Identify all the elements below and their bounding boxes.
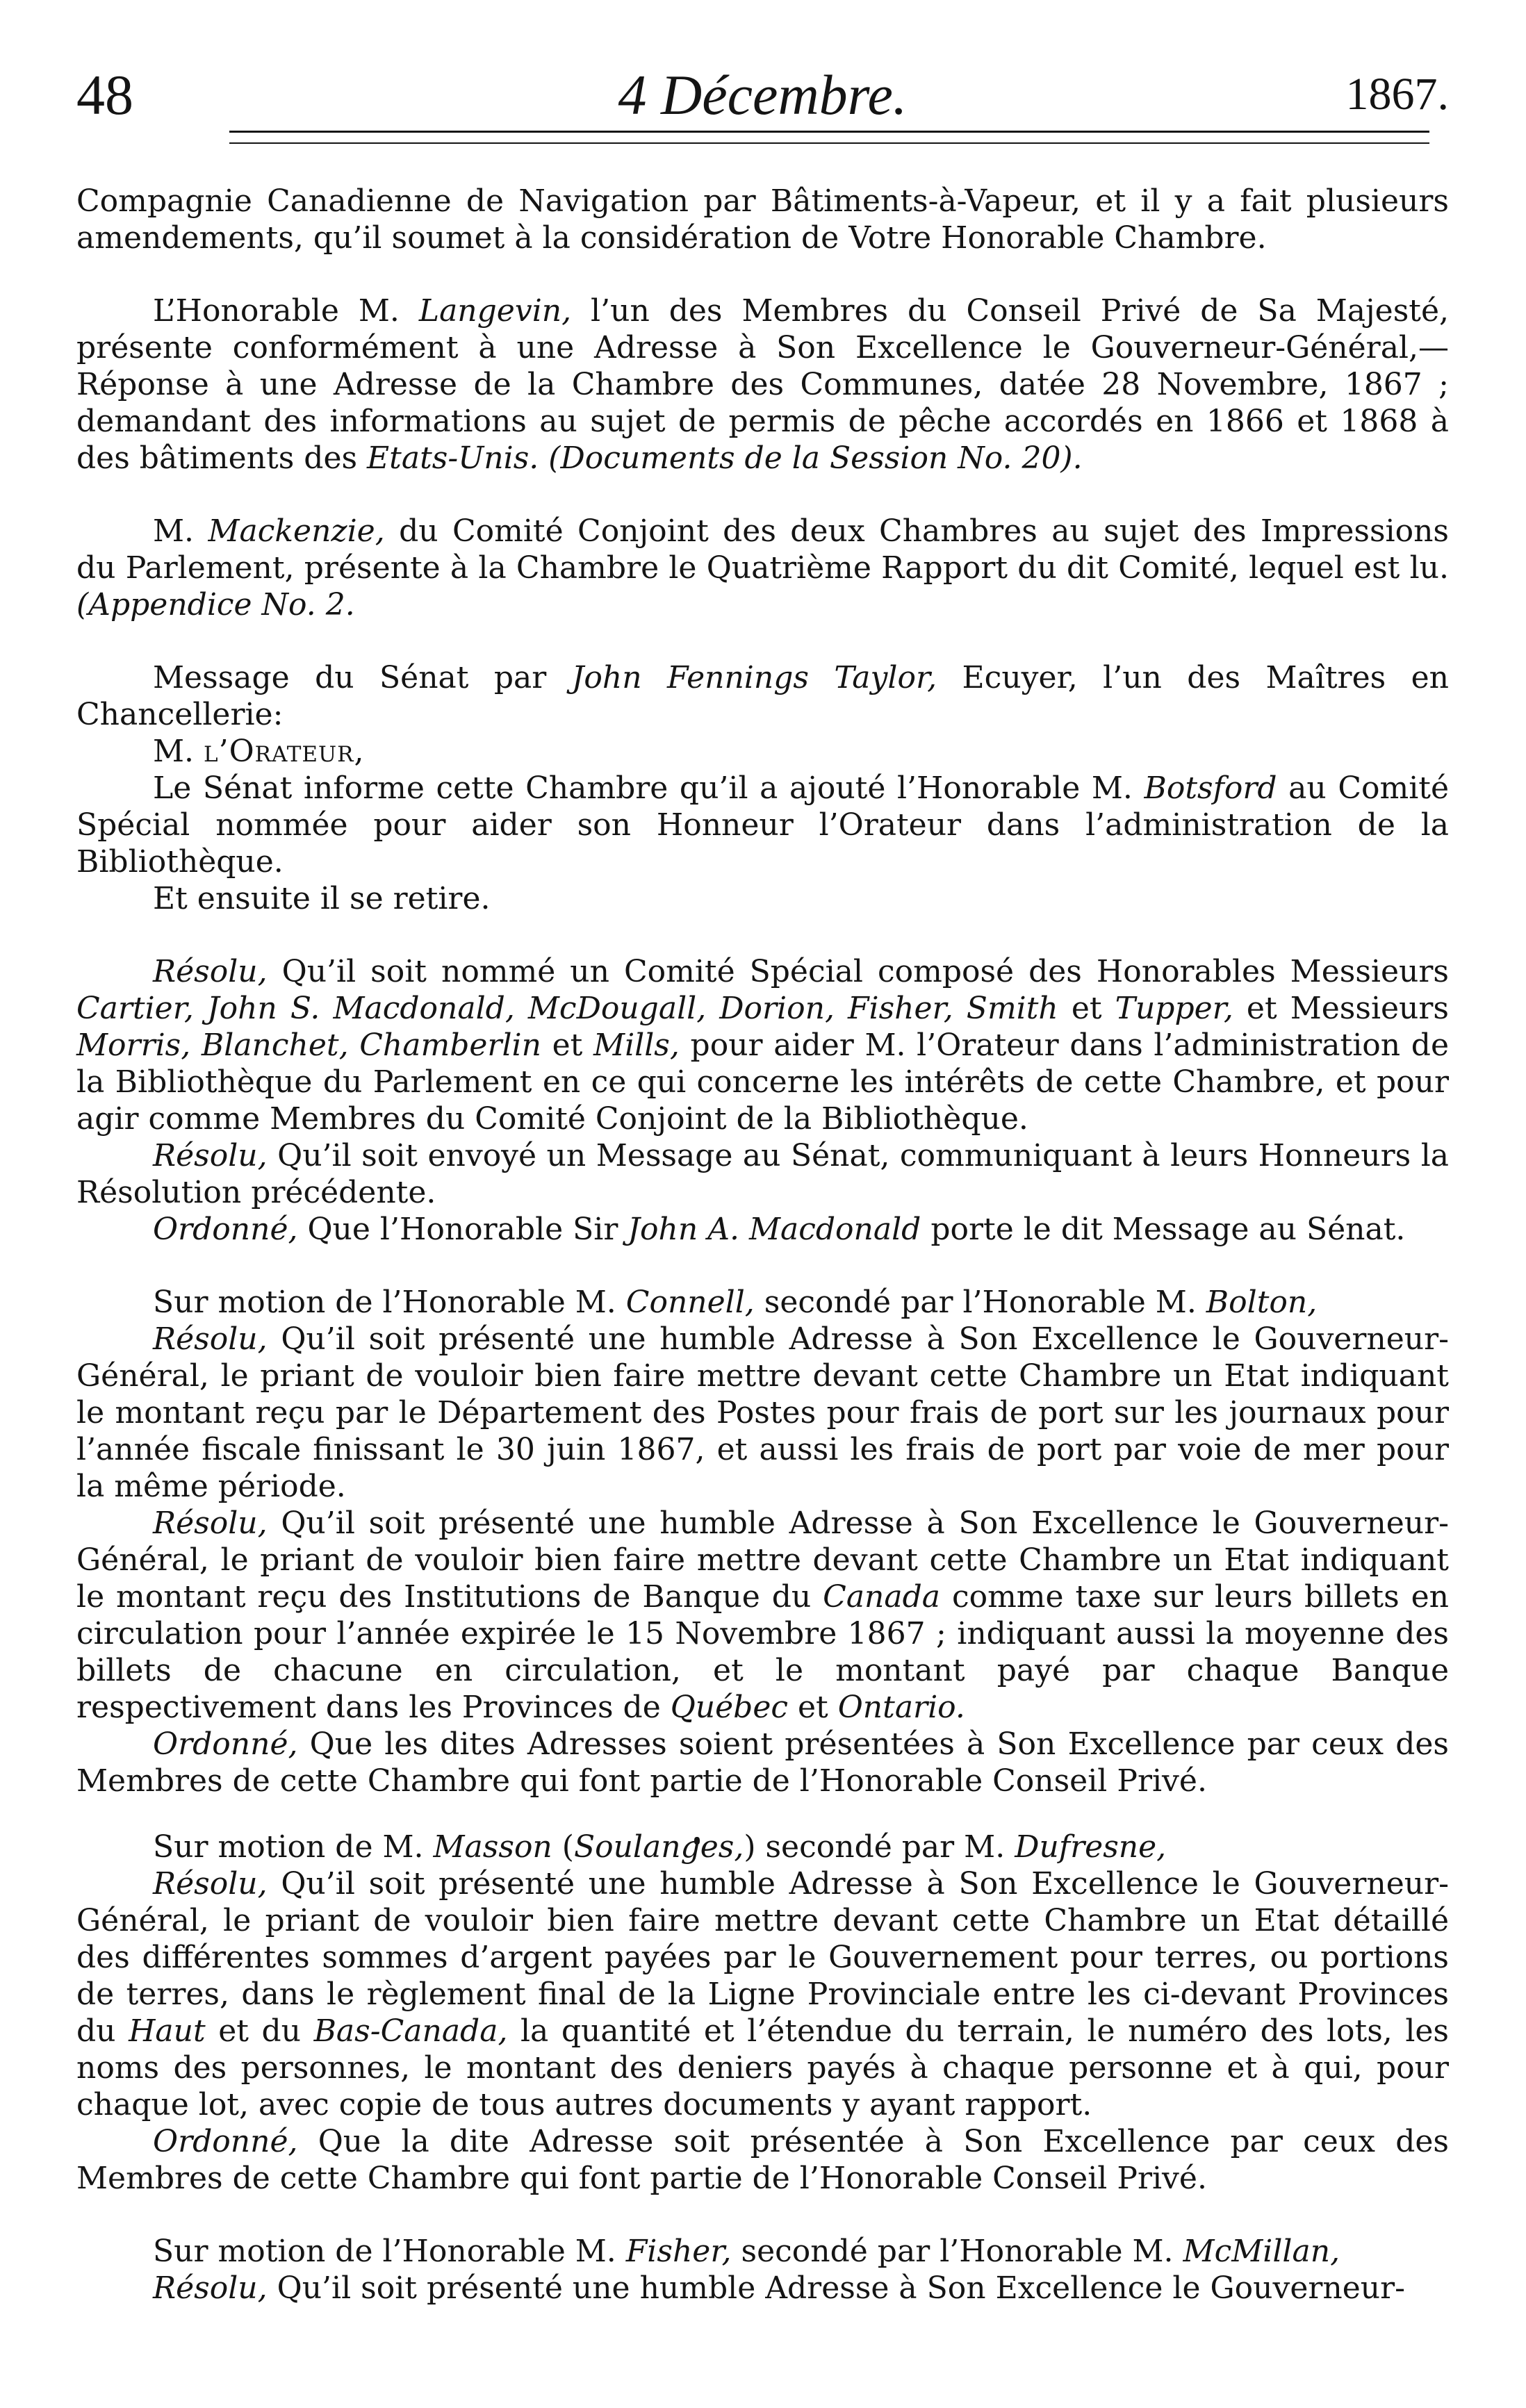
text-run: [539, 440, 548, 476]
text-run: Résolu,: [153, 1321, 268, 1357]
text-run: L’Honorable M.: [153, 293, 419, 329]
text-run: Résolu,: [153, 1866, 268, 1902]
page-year: 1867.: [1345, 69, 1449, 119]
text-run: John Fennings Taylor,: [571, 660, 937, 695]
text-run: ) secondé par M.: [744, 1829, 1015, 1865]
page-date: 4 Décembre.: [618, 63, 908, 126]
text-run: du Comité Conjoint des deux Chambres au sujet des Impressions du Parlement, présente à la Chambre le Quatrième Rapport du dit Comité, lequel est lu.: [76, 513, 1450, 586]
text-run: Résolu,: [153, 1138, 268, 1173]
text-run: et: [788, 1690, 838, 1725]
text-run: et du: [205, 2013, 314, 2049]
text-run: Connell,: [625, 1285, 755, 1320]
text-run: comme taxe sur leurs billets en circulation pour l’année expirée le 15 Novembre 1867 ; indiquant aussi la moyenne des billets de chacune en circulation, et le montant payé par chaque Banque respectivement dans les Provinces de: [76, 1579, 1449, 1725]
text-run: John A. Macdonald: [627, 1212, 921, 1247]
text-run: Résolu,: [153, 2270, 268, 2306]
text-run: Et ensuite il se retire.: [153, 881, 491, 916]
text-run: Morris, Blanchet, Chamberlin: [76, 1028, 541, 1063]
paragraph: [76, 659, 1449, 733]
text-run: Compagnie Canadienne de Navigation par Bâtiments-à-Vapeur, et il y a fait plusieurs amendements, qu’il soumet à la considération de Votre Honorable Chambre.: [76, 183, 1449, 256]
text-run: Haut: [129, 2013, 206, 2049]
text-run: l’un des Membres du Conseil Privé de Sa Majesté, présente conformément à une Adresse à Son Excellence le Gouverneur-Général,—Réponse à une Adresse de la Chambre des Communes, datée 28 Novembre, 1867 ; demandant des informations au sujet de permis de pêche accordés en 1866 et 1868 à des bâtiments des: [76, 293, 1450, 476]
text-run: Message du Sénat par: [153, 660, 572, 695]
text-run: M.: [153, 734, 204, 769]
text-run: (: [552, 1829, 574, 1865]
text-run: Bas-Canada,: [313, 2013, 508, 2049]
paragraph: [76, 770, 1449, 880]
stray-mark: [76, 1816, 1449, 1826]
text-run: Sur motion de M.: [153, 1829, 434, 1865]
text-run: Ordonné,: [153, 1726, 298, 1762]
text-run: Mackenzie,: [208, 513, 385, 549]
text-run: Ontario.: [837, 1690, 965, 1725]
text-run: Que l’Honorable Sir: [297, 1212, 628, 1247]
text-run: Langevin,: [418, 293, 572, 329]
text-run: Résolu,: [153, 954, 268, 989]
text-run: Soulanges,: [573, 1829, 744, 1865]
text-run: Qu’il soit présenté une humble Adresse à Son Excellence le Gouverneur-Général, le priant de vouloir bien faire mettre devant cette Chambre un Etat détaillé des différentes sommes d’argent payées par le Gouvernement pour terres, ou portions de terres, dans le règlement final de la Ligne Provinciale entre les ci-devant Provinces du: [76, 1866, 1449, 2049]
text-run: Masson: [433, 1829, 552, 1865]
paragraph: [76, 2270, 1449, 2307]
text-run: Qu’il soit présenté une humble Adresse à Son Excellence le Gouverneur-Général, le priant de vouloir bien faire mettre devant cette Chambre un Etat indiquant le montant reçu par le Département des Postes pour frais de port sur les journaux pour l’année fiscale finissant le 30 juin 1867, et aussi les frais de port par voie de mer pour la même période.: [76, 1321, 1449, 1504]
text-run: au Comité Spécial nommée pour aider son Honneur l’Orateur dans l’administration de la Bibliothèque.: [76, 770, 1450, 880]
text-run: Qu’il soit présenté une humble Adresse à Son Excellence le Gouverneur-Général, le priant de vouloir bien faire mettre devant cette Chambre un Etat indiquant le montant reçu des Institutions de Banque du: [76, 1506, 1449, 1615]
text-run: (Appendice No. 2.: [76, 587, 355, 622]
text-run: Le Sénat informe cette Chambre qu’il a ajouté l’Honorable M.: [153, 770, 1144, 806]
text-run: Bolton,: [1206, 1285, 1318, 1320]
text-run: Etats-Unis.: [367, 440, 539, 476]
text-run: Que les dites Adresses soient présentées à Son Excellence par ceux des Membres de cette Chambre qui font partie de l’Honorable Conseil Privé.: [76, 1726, 1449, 1799]
text-run: Ordonné,: [153, 1212, 298, 1247]
text-run: Cartier, John S. Macdonald, McDougall, Dorion, Fisher, Smith: [76, 991, 1058, 1026]
text-run: Tupper,: [1115, 991, 1233, 1026]
document-body: [76, 183, 1449, 2307]
header-rule: [229, 131, 1429, 144]
text-run: Ordonné,: [153, 2124, 298, 2159]
text-run: secondé par l’Honorable M.: [731, 2234, 1183, 2269]
paragraph: [76, 880, 1449, 917]
paragraph: [76, 1505, 1449, 1726]
text-run: (Documents de la Session No. 20).: [548, 440, 1083, 476]
paragraph: [76, 2233, 1449, 2270]
text-run: Qu’il soit présenté une humble Adresse à Son Excellence le Gouverneur-: [267, 2270, 1406, 2306]
text-run: l’Orateur,: [204, 734, 365, 769]
text-run: Qu’il soit nommé un Comité Spécial composé des Honorables Messieurs: [267, 954, 1449, 989]
text-run: Mills,: [593, 1028, 680, 1063]
paragraph: [76, 1829, 1449, 1865]
text-run: Canada: [823, 1579, 941, 1615]
text-run: secondé par l’Honorable M.: [754, 1285, 1206, 1320]
text-run: la quantité et l’étendue du terrain, le numéro des lots, les noms des personnes, le montant des deniers payés à chaque personne et à qui, pour chaque lot, avec copie de tous autres documents y ayant rapport.: [76, 2013, 1450, 2122]
paragraph: [76, 292, 1449, 477]
text-run: Sur motion de l’Honorable M.: [153, 2234, 626, 2269]
text-run: M.: [153, 513, 208, 549]
paragraph: [76, 513, 1449, 623]
text-run: pour aider M. l’Orateur dans l’administration de la Bibliothèque du Parlement en ce qui concerne les intérêts de cette Chambre, et pour agir comme Membres du Comité Conjoint de la Bibliothèque.: [76, 1028, 1449, 1137]
document-page: [76, 49, 1449, 2307]
text-run: Sur motion de l’Honorable M.: [153, 1285, 626, 1320]
text-run: et: [541, 1028, 594, 1063]
paragraph: [76, 1865, 1449, 2123]
text-run: Que la dite Adresse soit présentée à Son Excellence par ceux des Membres de cette Chambre qui font partie de l’Honorable Conseil Privé.: [76, 2124, 1449, 2196]
text-run: Qu’il soit envoyé un Message au Sénat, communiquant à leurs Honneurs la Résolution précédente.: [76, 1138, 1449, 1210]
text-run: et Messieurs: [1233, 991, 1450, 1026]
page-number: 48: [76, 63, 133, 126]
paragraph: [76, 1726, 1449, 1799]
text-run: Botsford: [1144, 770, 1277, 806]
paragraph: [76, 1137, 1449, 1211]
paragraph: [76, 183, 1449, 256]
paragraph: [76, 2123, 1449, 2197]
text-run: Québec: [670, 1690, 789, 1725]
text-run: Ecuyer, l’un des Maîtres en Chancellerie:: [76, 660, 1449, 732]
paragraph: [76, 1284, 1449, 1321]
text-run: Résolu,: [153, 1506, 268, 1541]
text-run: Dufresne,: [1015, 1829, 1167, 1865]
paragraph: [76, 733, 1449, 770]
paragraph: [76, 953, 1449, 1137]
paragraph: [76, 1321, 1449, 1505]
text-run: Fisher,: [625, 2234, 732, 2269]
text-run: McMillan,: [1183, 2234, 1340, 2269]
text-run: porte le dit Message au Sénat.: [921, 1212, 1406, 1247]
page-header: [76, 49, 1449, 125]
text-run: et: [1058, 991, 1115, 1026]
paragraph: [76, 1211, 1449, 1248]
